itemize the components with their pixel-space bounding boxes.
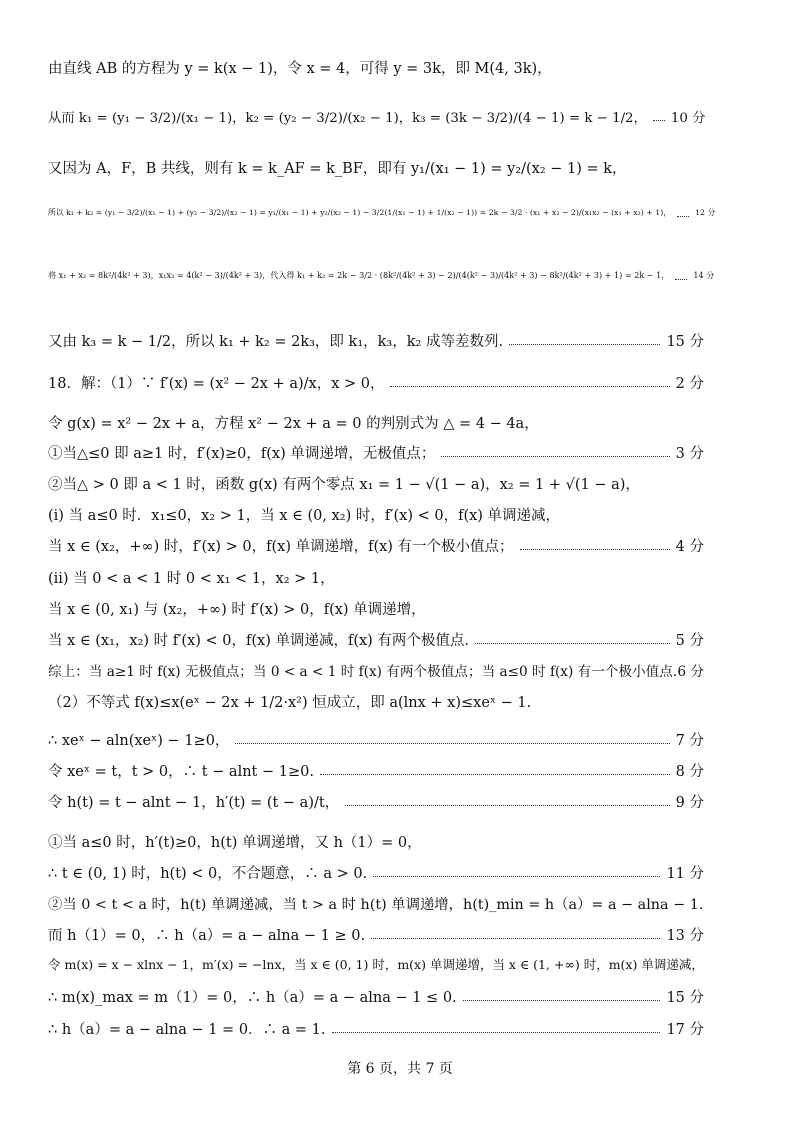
solution-line xyxy=(48,729,704,750)
solution-line xyxy=(48,831,704,852)
dotted-leader xyxy=(653,119,665,121)
solution-line xyxy=(48,567,704,588)
solution-line xyxy=(48,504,704,525)
line-text: 令 xeˣ = t，t > 0，∴ t − alnt − 1≥0. xyxy=(48,764,314,780)
score-mark: 14 分 xyxy=(693,270,715,280)
solution-line xyxy=(48,107,704,126)
page-footer: 第 6 页，共 7 页 xyxy=(347,1061,453,1077)
dotted-leader xyxy=(520,548,670,550)
dotted-leader xyxy=(509,343,660,345)
line-text: ①当△≤0 即 a≥1 时，f′(x)≥0，f(x) 单调递增，无极值点； xyxy=(48,446,436,462)
solution-line xyxy=(48,412,704,433)
score-mark: 7 分 xyxy=(675,733,704,749)
dotted-leader xyxy=(235,742,669,744)
line-text: ②当 0 < t < a 时，h(t) 单调递减，当 t > a 时 h(t) 单调递增，h(t)_min = h（a）= a − alna − 1. xyxy=(48,897,704,913)
solution-line xyxy=(48,955,704,973)
solution-line xyxy=(48,862,704,883)
solution-line xyxy=(48,791,704,812)
solution-line xyxy=(48,629,704,650)
solution-line xyxy=(48,157,704,178)
line-text: 将 x₁ + x₂ = 8k²/(4k² + 3)，x₁x₂ = 4(k² − 3)/(4k² + 3)，代入得 k₁ + k₂ = 2k − 3/2 · (8k²/(4k² + 3) − 2)/(4(k² − 3)/(4k² + 3) − 8k²/(4k² + 3) + 1) = 2k − 1， xyxy=(48,270,670,280)
solution-line xyxy=(48,598,704,619)
solution-line xyxy=(48,270,715,281)
line-text: 当 x ∈ (x₂，+∞) 时，f′(x) > 0，f(x) 单调递增，f(x) 有一个极小值点； xyxy=(48,539,514,555)
score-mark: 4 分 xyxy=(675,539,704,555)
line-text: 又由 k₃ = k − 1/2，所以 k₁ + k₂ = 2k₃，即 k₁，k₃，k₂ 成等差数列. xyxy=(48,334,504,350)
solution-line xyxy=(48,473,704,494)
solution-line xyxy=(48,330,704,351)
solution-line xyxy=(48,207,716,218)
line-text: ∴ h（a）= a − alna − 1 = 0．∴ a = 1. xyxy=(48,1022,326,1038)
line-text: 当 x ∈ (0, x₁) 与 (x₂，+∞) 时 f′(x) > 0，f(x) 单调递增， xyxy=(48,602,426,618)
dotted-leader xyxy=(332,1031,661,1033)
score-mark: 2 分 xyxy=(675,376,704,392)
score-mark: 13 分 xyxy=(666,928,704,944)
dotted-leader xyxy=(371,937,660,939)
solution-line xyxy=(48,924,704,945)
line-text: ∴ t ∈ (0, 1) 时，h(t) < 0，不合题意，∴ a > 0. xyxy=(48,866,368,882)
solution-line xyxy=(48,691,704,712)
dotted-leader xyxy=(320,773,670,775)
dotted-leader xyxy=(373,875,660,877)
line-text: ②当△ > 0 即 a < 1 时，函数 g(x) 有两个零点 x₁ = 1 − √(1 − a)，x₂ = 1 + √(1 − a)， xyxy=(48,477,640,493)
solution-line xyxy=(48,1018,704,1039)
solution-line xyxy=(48,893,704,914)
score-mark: 3 分 xyxy=(675,446,704,462)
score-mark: 10 分 xyxy=(670,111,706,126)
dotted-leader xyxy=(675,278,687,280)
dotted-leader xyxy=(390,385,669,387)
solution-line xyxy=(48,986,704,1007)
score-mark: 12 分 xyxy=(695,208,716,217)
line-text: 令 g(x) = x² − 2x + a，方程 x² − 2x + a = 0 的判别式为 △ = 4 − 4a， xyxy=(48,416,539,432)
line-text: 由直线 AB 的方程为 y = k(x − 1)，令 x = 4，可得 y = 3k，即 M(4, 3k)， xyxy=(48,61,552,77)
dotted-leader xyxy=(345,804,669,806)
line-text: 18．解：（1）∵ f′(x) = (x² − 2x + a)/x，x > 0， xyxy=(48,376,385,392)
line-text: 综上：当 a≥1 时 f(x) 无极值点；当 0 < a < 1 时 f(x) 有两个极值点；当 a≤0 时 f(x) 有一个极小值点. xyxy=(48,664,678,680)
line-text: 令 m(x) = x − xlnx − 1，m′(x) = −lnx，当 x ∈ (0, 1) 时，m(x) 单调递增，当 x ∈ (1, +∞) 时，m(x) 单调递减， xyxy=(48,957,704,972)
dotted-leader xyxy=(677,215,689,217)
dotted-leader xyxy=(475,642,670,644)
line-text: ∴ m(x)_max = m（1）= 0，∴ h（a）= a − alna − 1 ≤ 0. xyxy=(48,990,457,1006)
line-text: ①当 a≤0 时，h′(t)≥0，h(t) 单调递增，又 h（1）= 0， xyxy=(48,835,422,851)
line-text: 当 x ∈ (x₁，x₂) 时 f′(x) < 0，f(x) 单调递减，f(x) 有两个极值点. xyxy=(48,633,470,649)
solution-line xyxy=(48,57,704,78)
line-text: 而 h（1）= 0，∴ h（a）= a − alna − 1 ≥ 0. xyxy=(48,928,366,944)
line-text: （2）不等式 f(x)≤x(eˣ − 2x + 1/2·x²) 恒成立，即 a(lnx + x)≤xeˣ − 1. xyxy=(48,695,532,711)
line-text: 又因为 A，F，B 共线，则有 k = k_AF = k_BF，即有 y₁/(x₁ − 1) = y₂/(x₂ − 1) = k， xyxy=(48,161,627,177)
line-text: (ii) 当 0 < a < 1 时 0 < x₁ < 1，x₂ > 1， xyxy=(48,571,335,587)
solution-line xyxy=(48,760,704,781)
solution-line xyxy=(48,372,704,393)
score-mark: 5 分 xyxy=(675,633,704,649)
score-mark: 9 分 xyxy=(675,795,704,811)
line-text: 令 h(t) = t − alnt − 1，h′(t) = (t − a)/t， xyxy=(48,795,340,811)
score-mark: 6 分 xyxy=(677,664,704,680)
dotted-leader xyxy=(463,999,661,1001)
line-text: 从而 k₁ = (y₁ − 3/2)/(x₁ − 1)，k₂ = (y₂ − 3/2)/(x₂ − 1)，k₃ = (3k − 3/2)/(4 − 1) = k − 1/2， xyxy=(48,111,647,126)
line-text: (i) 当 a≤0 时．x₁≤0，x₂ > 1，当 x ∈ (0, x₂) 时，f′(x) < 0，f(x) 单调递减， xyxy=(48,508,561,524)
solution-line xyxy=(48,660,704,680)
score-mark: 17 分 xyxy=(666,1022,704,1038)
solution-line xyxy=(48,535,704,556)
score-mark: 15 分 xyxy=(666,334,704,350)
solution-line xyxy=(48,442,704,463)
line-text: 所以 k₁ + k₂ = (y₁ − 3/2)/(x₁ − 1) + (y₂ − 3/2)/(x₂ − 1) = y₁/(x₁ − 1) + y₂/(x₂ − 1) − 3/2(1/(x₁ − 1) + 1/(x₂ − 1)) = 2k − 3/2 · (x₁ + x₂ − 2)/(x₁x₂ − (x₁ + x₂) + 1)， xyxy=(48,208,672,217)
score-mark: 11 分 xyxy=(666,866,704,882)
score-mark: 8 分 xyxy=(675,764,704,780)
score-mark: 15 分 xyxy=(666,990,704,1006)
line-text: ∴ xeˣ − aln(xeˣ) − 1≥0， xyxy=(48,733,230,749)
dotted-leader xyxy=(441,455,669,457)
